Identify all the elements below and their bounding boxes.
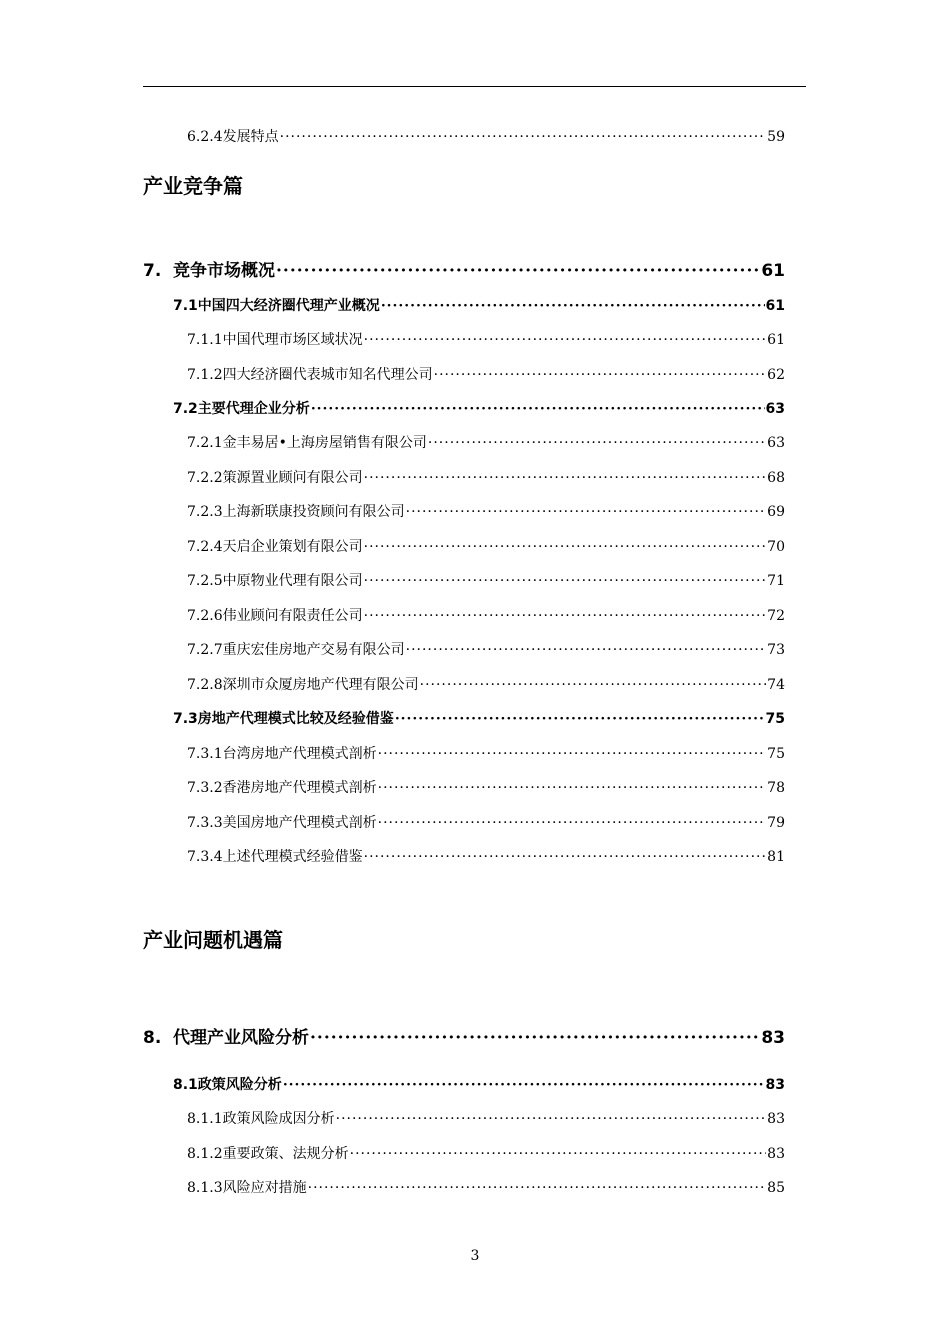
toc-entry-page: 62: [767, 367, 785, 383]
toc-section-entry[interactable]: [173, 399, 785, 419]
toc-entry-page: 61: [767, 332, 785, 348]
toc-entry[interactable]: [187, 1144, 785, 1164]
toc-entry-title: 7.2.3上海新联康投资顾问有限公司: [187, 504, 405, 520]
toc-entry-title: 7.3.2香港房地产代理模式剖析: [187, 780, 377, 796]
toc-entry-title: 7.2.1金丰易居•上海房屋销售有限公司: [187, 435, 427, 451]
toc-leader-dots: [280, 127, 767, 147]
toc-chapter-entry[interactable]: [143, 1026, 785, 1050]
toc-entry[interactable]: [187, 1178, 785, 1198]
toc-leader-dots: [364, 606, 767, 626]
toc-entry-title: 8.1.1政策风险成因分析: [187, 1111, 335, 1127]
toc-leader-dots: [276, 259, 760, 283]
toc-leader-dots: [336, 1109, 767, 1129]
toc-entry-page: 68: [767, 470, 785, 486]
page-number: 3: [470, 1248, 480, 1264]
toc-entry-page: 75: [765, 711, 785, 727]
toc-entry-title: 7.2.8深圳市众厦房地产代理有限公司: [187, 677, 419, 693]
toc-entry-title: 7.3.4上述代理模式经验借鉴: [187, 849, 363, 865]
toc-entry[interactable]: [187, 606, 785, 626]
toc-entry-page: 63: [765, 401, 785, 417]
toc-entry-page: 71: [767, 573, 785, 589]
toc-entry-page: 75: [767, 746, 785, 762]
toc-entry[interactable]: [187, 433, 785, 453]
toc-entry-title: 7.2.4天启企业策划有限公司: [187, 539, 363, 555]
toc-leader-dots: [364, 847, 767, 867]
toc-leader-dots: [350, 1144, 767, 1164]
toc-entry[interactable]: [187, 744, 785, 764]
toc-entry-title: 8.1.3风险应对措施: [187, 1180, 307, 1196]
toc-leader-dots: [378, 813, 767, 833]
header-rule: [143, 86, 806, 87]
toc-entry-page: 63: [767, 435, 785, 451]
toc-entry-title: 6.2.4发展特点: [187, 129, 279, 145]
toc-entry-title: 7.2.7重庆宏佳房地产交易有限公司: [187, 642, 405, 658]
toc-entry-page: 74: [767, 677, 785, 693]
toc-entry-title: 竞争市场概况: [173, 261, 275, 281]
toc-entry-title: 7.2.5中原物业代理有限公司: [187, 573, 363, 589]
toc-leader-dots: [378, 778, 767, 798]
toc-leader-dots: [364, 468, 767, 488]
toc-entry[interactable]: [187, 127, 785, 147]
toc-leader-dots: [310, 1026, 760, 1050]
toc-entry-title: 7.2.2策源置业顾问有限公司: [187, 470, 363, 486]
toc-section-entry[interactable]: [173, 709, 785, 729]
toc-leader-dots: [406, 640, 767, 660]
toc-leader-dots: [395, 709, 765, 729]
toc-entry-page: 69: [767, 504, 785, 520]
toc-entry-page: 61: [761, 261, 785, 281]
toc-entry[interactable]: [187, 537, 785, 557]
toc-entry[interactable]: [187, 675, 785, 695]
toc-chapter-number: 8.: [143, 1028, 162, 1048]
toc-entry-title: 代理产业风险分析: [173, 1028, 309, 1048]
toc-leader-dots: [378, 744, 767, 764]
toc-entry[interactable]: [187, 778, 785, 798]
toc-entry-page: 73: [767, 642, 785, 658]
toc-entry-title: 7.3.3美国房地产代理模式剖析: [187, 815, 377, 831]
toc-entry-page: 61: [765, 298, 785, 314]
part-heading-competition: 产业竞争篇: [143, 174, 243, 198]
toc-entry-title: 7.3.1台湾房地产代理模式剖析: [187, 746, 377, 762]
toc-entry-title: 8.1政策风险分析: [173, 1077, 282, 1093]
toc-entry-page: 79: [767, 815, 785, 831]
toc-entry-page: 83: [767, 1111, 785, 1127]
toc-entry-page: 85: [767, 1180, 785, 1196]
toc-leader-dots: [364, 537, 767, 557]
toc-leader-dots: [406, 502, 767, 522]
toc-leader-dots: [381, 296, 765, 316]
toc-entry[interactable]: [187, 365, 785, 385]
toc-entry[interactable]: [187, 1109, 785, 1129]
toc-entry-page: 81: [767, 849, 785, 865]
toc-entry-page: 59: [767, 129, 785, 145]
toc-entry-page: 70: [767, 539, 785, 555]
toc-entry[interactable]: [187, 640, 785, 660]
toc-entry[interactable]: [187, 468, 785, 488]
toc-chapter-entry[interactable]: [143, 259, 785, 283]
toc-entry-page: 83: [767, 1146, 785, 1162]
toc-entry-page: 83: [765, 1077, 785, 1093]
toc-leader-dots: [311, 399, 765, 419]
part-heading-issues: 产业问题机遇篇: [143, 928, 283, 952]
toc-entry[interactable]: [187, 502, 785, 522]
toc-leader-dots: [364, 571, 767, 591]
toc-entry-title: 8.1.2重要政策、法规分析: [187, 1146, 349, 1162]
toc-section-entry[interactable]: [173, 296, 785, 316]
toc-entry[interactable]: [187, 813, 785, 833]
toc-leader-dots: [428, 433, 766, 453]
toc-entry-title: 7.2.6伟业顾问有限责任公司: [187, 608, 363, 624]
toc-chapter-number: 7.: [143, 261, 162, 281]
toc-entry-title: 7.3房地产代理模式比较及经验借鉴: [173, 711, 394, 727]
toc-entry-page: 78: [767, 780, 785, 796]
toc-leader-dots: [283, 1075, 765, 1095]
toc-entry-title: 7.1.2四大经济圈代表城市知名代理公司: [187, 367, 433, 383]
toc-leader-dots: [434, 365, 767, 385]
toc-entry-page: 83: [761, 1028, 785, 1048]
toc-entry[interactable]: [187, 571, 785, 591]
toc-section-entry[interactable]: [173, 1075, 785, 1095]
toc-entry-title: 7.2主要代理企业分析: [173, 401, 310, 417]
toc-entry-title: 7.1.1中国代理市场区域状况: [187, 332, 363, 348]
toc-entry-title: 7.1中国四大经济圈代理产业概况: [173, 298, 380, 314]
toc-leader-dots: [420, 675, 767, 695]
toc-entry[interactable]: [187, 847, 785, 867]
toc-entry[interactable]: [187, 330, 785, 350]
toc-entry-page: 72: [767, 608, 785, 624]
toc-leader-dots: [364, 330, 767, 350]
toc-leader-dots: [308, 1178, 767, 1198]
